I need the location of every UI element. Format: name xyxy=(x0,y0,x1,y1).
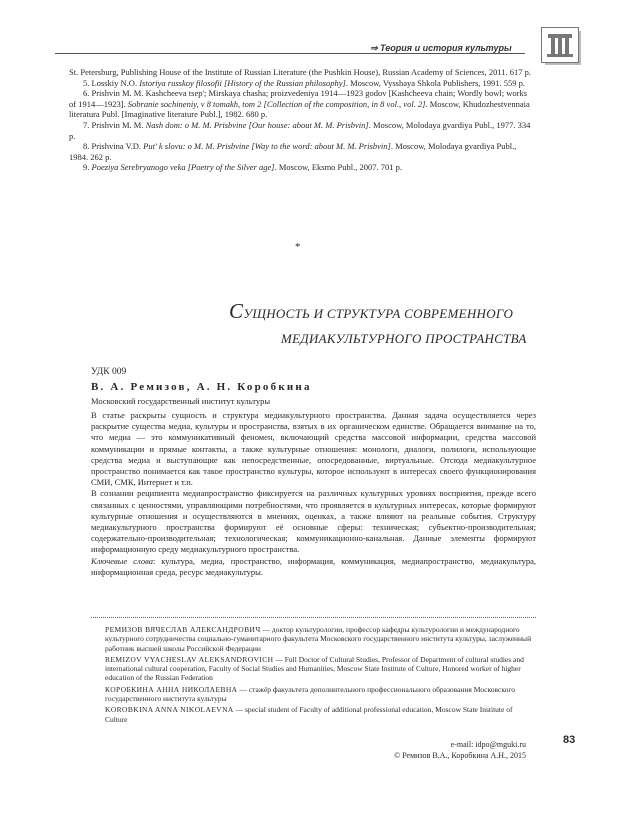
reference-item: 5. Losskiy N.O. Istoriya russkoy filosofii [History of the Russian philosophy]. Moscow, Vysshaya Shkola Publishers, 1991. 559 p. xyxy=(83,77,526,88)
running-header: ⇒ Теория и история культуры xyxy=(370,43,512,53)
article-title-line1: СУЩНОСТЬ И СТРУКТУРА СОВРЕМЕННОГО xyxy=(229,299,514,323)
reference-list xyxy=(69,67,531,173)
abstract-paragraph: В сознании реципиента медиапространство фиксируется на различных культурных уровнях восприятия, прежде всего связанных с ценностями, управляющими потребностями, что проявляется в культурных интересах, которые формируют культурные отношения и осуществляются в мнениях, оценках, а также влияют на реальные события. Структуру медиакультурного пространства формируют её основные сферы: техническая; субъектно-производительная; содержательно-производительная; технологическая; коммуникационно-канальная. Данные элементы формируют информационную среду медиакультурного пространства. xyxy=(91,488,536,555)
bio-entry: КОРОБКИНА АННА НИКОЛАЕВНА — стажёр факультета дополнительного профессионального образования Московского государственного института культуры xyxy=(105,684,515,704)
article-title-line2: МЕДИАКУЛЬТУРНОГО ПРОСТРАНСТВА xyxy=(281,331,527,346)
keywords-label: Ключевые слова xyxy=(91,555,153,566)
section-separator: * xyxy=(295,241,301,253)
copyright: © Ремизов В.А., Коробкина А.Н., 2015 xyxy=(394,751,526,760)
bio-entry: REMIZOV VYACHESLAV ALEKSANDROVICH — Full Doctor of Cultural Studies, Professor of Department of cultural studies and international cultural cooperation, Faculty of Social Studies and Humanities, Moscow State Institute of Culture, Honored worker of higher education of the Russian Federation xyxy=(105,654,524,683)
reference-item: 7. Prishvin M. M. Nash dom: o M. M. Prisbvine [Our house: about M. M. Prisbvin]. Moscow, Molodaya gvardiya Publ., 1977. 334 p. xyxy=(69,119,531,141)
keywords: Ключевые слова: культура, медиа, пространство, информация, коммуникация, медиапространство, медиакультура, информационная среда, ресурс медиакультуры. xyxy=(91,555,536,577)
abstract-paragraph: В статье раскрыты сущность и структура медиакультурного пространства. Данная задача осуществляется через раскрытие существа медиа, культуры и пространства, взятых в их органическом единстве. Обращается внимание на то, что медиа — это коммуникативный феномен, включающий средства массовой информации, средства массовой коммуникации и прямые контакты, а также культурные отношения: монологи, диалоги, полилоги, использующие средства медиа и выступающие как непосредственные, опосредованные, виртуальные. Отсюда медиакультурное пространство понимается как такое пространство культуры, которое используют в интересах своего функционирования СМИ, СМК, Интернет и т.п. xyxy=(91,410,536,488)
column-logo-icon xyxy=(541,27,579,63)
reference-item: 9. Poeziya Serebryanogo veka [Poetry of the Silver age]. Moscow, Eksmo Publ., 2007. 701 p. xyxy=(83,162,403,173)
dotted-divider xyxy=(91,617,536,618)
reference-item: 6. Prishvin M. M. Kashcheeva tsep'; Mirskaya chasha; proizvedeniya 1914—1923 godov [Kashcheeva chain; Wordly bowl; works of 1914—1923]. Sobranie sochineniy, v 8 tomakh, tom 2 [Collection of the composition, in 8 vol., vol. 2]. Moscow, Khudozhestvennaia literatura Publ. [Imaginative literature Publ.], 1982. 680 p. xyxy=(69,88,530,120)
bio-entry: РЕМИЗОВ ВЯЧЕСЛАВ АЛЕКСАНДРОВИЧ — доктор культурологии, профессор кафедры культурологии и международного культурного сотрудничества социально-гуманитарного факультета Московского государственного института культуры, заслуженный работник высшей школы Российской Федерации xyxy=(105,625,532,653)
bio-entry: KOROBKINA ANNA NIKOLAEVNA — special student of Faculty of additional professional education, Moscow State Institute of Culture xyxy=(105,705,513,724)
title-initial: С xyxy=(229,299,244,323)
contact-email: e-mail: idpo@mguki.ru xyxy=(450,740,526,749)
page-number: 83 xyxy=(563,734,576,746)
affiliation: Московский государственный институт культуры xyxy=(91,396,271,406)
authors: В. А. Ремизов, А. Н. Коробкина xyxy=(91,381,312,393)
udk-code: УДК 009 xyxy=(91,367,127,377)
author-bios xyxy=(105,625,535,726)
reference-item: 8. Prishvina V.D. Put' k slovu: o M. M. Prisbvine [Way to the word: about M. M. Prisbvin]. Moscow, Molodaya gvardiya Publ., 1984. 262 p. xyxy=(69,141,517,162)
reference-continuation: St. Petersburg, Publishing House of the Institute of Russian Literature (the Pushkin House), Russian Academy of Sciences, 2011. 617 p. xyxy=(69,67,532,77)
abstract xyxy=(91,410,536,578)
